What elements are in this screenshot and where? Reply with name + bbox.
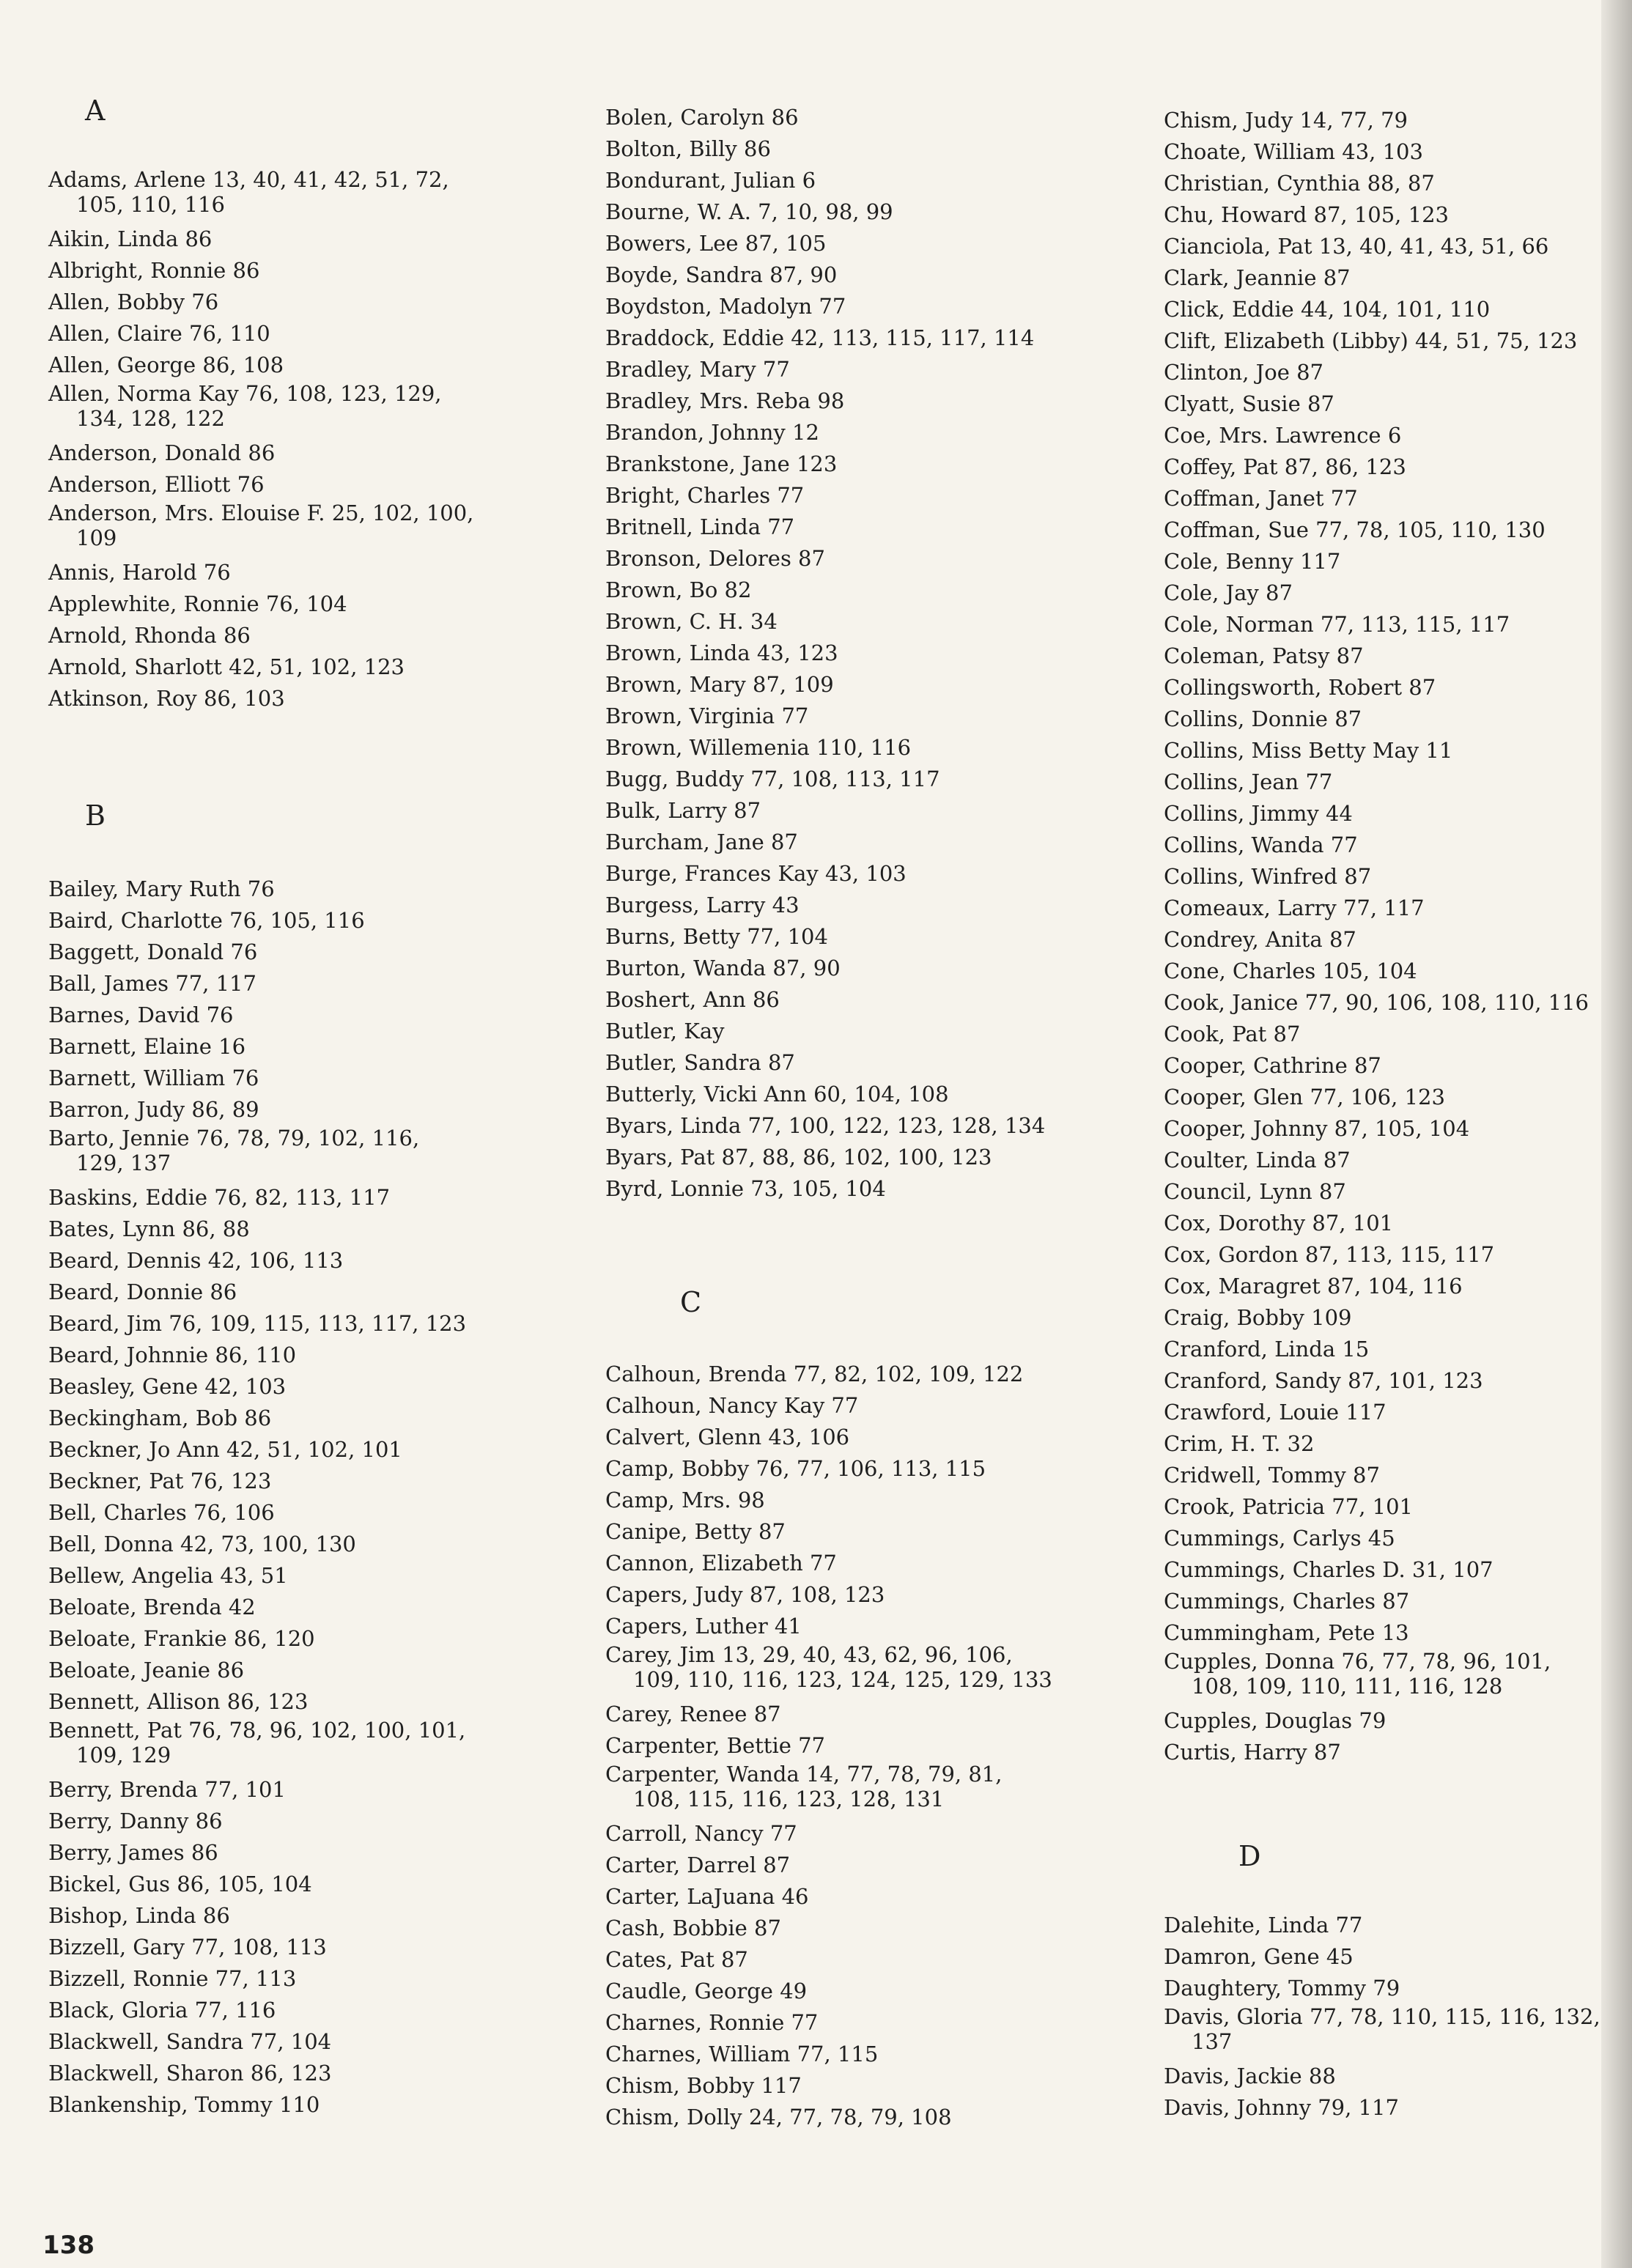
index-entry: Coffman, Janet 77 [1164, 486, 1358, 511]
index-entry: Crawford, Louie 117 [1164, 1400, 1387, 1425]
index-entry: Condrey, Anita 87 [1164, 927, 1356, 952]
index-entry: Cummings, Carlys 45 [1164, 1526, 1395, 1551]
index-entry: Byrd, Lonnie 73, 105, 104 [605, 1176, 886, 1201]
index-entry: Collins, Winfred 87 [1164, 864, 1372, 889]
index-entry: Bradley, Mary 77 [605, 357, 790, 382]
section-letter-b: B [85, 799, 106, 832]
index-entry: Calhoun, Brenda 77, 82, 102, 109, 122 [605, 1362, 1024, 1386]
index-entry: Davis, Johnny 79, 117 [1164, 2095, 1399, 2120]
index-entry: Coulter, Linda 87 [1164, 1148, 1351, 1172]
index-entry: Cook, Janice 77, 90, 106, 108, 110, 116 [1164, 990, 1589, 1015]
index-entry: Bizzell, Gary 77, 108, 113 [48, 1935, 327, 1959]
index-entry: Bolen, Carolyn 86 [605, 105, 799, 130]
index-entry: Carter, LaJuana 46 [605, 1884, 809, 1909]
index-entry: Bourne, W. A. 7, 10, 98, 99 [605, 199, 893, 224]
index-entry: Cupples, Douglas 79 [1164, 1708, 1387, 1733]
index-entry: Allen, George 86, 108 [48, 352, 284, 377]
index-entry: Chu, Howard 87, 105, 123 [1164, 202, 1449, 227]
index-entry: Brown, Linda 43, 123 [605, 640, 838, 665]
index-entry: Cannon, Elizabeth 77 [605, 1551, 837, 1576]
index-entry: Baggett, Donald 76 [48, 939, 258, 964]
index-entry: Cox, Dorothy 87, 101 [1164, 1211, 1394, 1235]
index-entry: Cox, Gordon 87, 113, 115, 117 [1164, 1242, 1495, 1267]
section-letter-a: A [85, 95, 106, 127]
index-entry: Christian, Cynthia 88, 87 [1164, 171, 1435, 196]
index-entry: Bell, Charles 76, 106 [48, 1500, 275, 1525]
index-entry: Camp, Bobby 76, 77, 106, 113, 115 [605, 1456, 986, 1481]
index-entry: Baskins, Eddie 76, 82, 113, 117 [48, 1185, 391, 1210]
index-entry: Blackwell, Sandra 77, 104 [48, 2029, 332, 2054]
index-entry: Burgess, Larry 43 [605, 893, 800, 917]
index-entry: Beasley, Gene 42, 103 [48, 1374, 287, 1399]
index-entry: Cummingham, Pete 13 [1164, 1620, 1409, 1645]
index-entry: Cranford, Sandy 87, 101, 123 [1164, 1368, 1483, 1393]
index-entry: Carroll, Nancy 77 [605, 1821, 797, 1846]
index-entry: Barto, Jennie 76, 78, 79, 102, 116, 129, 137 [48, 1126, 420, 1175]
index-entry: Berry, Danny 86 [48, 1809, 223, 1833]
index-entry: Cole, Benny 117 [1164, 549, 1341, 574]
index-entry: Bright, Charles 77 [605, 483, 805, 508]
index-entry: Cooper, Glen 77, 106, 123 [1164, 1085, 1445, 1109]
index-entry: Blankenship, Tommy 110 [48, 2092, 320, 2117]
index-entry: Bulk, Larry 87 [605, 798, 761, 823]
index-entry: Canipe, Betty 87 [605, 1519, 786, 1544]
index-entry: Cole, Jay 87 [1164, 580, 1293, 605]
index-entry: Cranford, Linda 15 [1164, 1337, 1370, 1362]
index-entry: Cox, Maragret 87, 104, 116 [1164, 1274, 1463, 1299]
index-entry: Council, Lynn 87 [1164, 1179, 1346, 1204]
index-entry: Coffman, Sue 77, 78, 105, 110, 130 [1164, 517, 1546, 542]
index-entry: Bellew, Angelia 43, 51 [48, 1563, 288, 1588]
index-entry: Cupples, Donna 76, 77, 78, 96, 101, 108, 109, 110, 111, 116, 128 [1164, 1649, 1551, 1699]
index-entry: Bizzell, Ronnie 77, 113 [48, 1966, 297, 1991]
index-entry: Camp, Mrs. 98 [605, 1488, 765, 1512]
index-entry: Davis, Jackie 88 [1164, 2064, 1336, 2088]
index-entry: Butler, Sandra 87 [605, 1050, 795, 1075]
index-entry: Cooper, Cathrine 87 [1164, 1053, 1381, 1078]
section-letter-d: D [1238, 1840, 1261, 1872]
index-entry: Bates, Lynn 86, 88 [48, 1216, 250, 1241]
index-entry: Burge, Frances Kay 43, 103 [605, 861, 907, 886]
index-entry: Beard, Dennis 42, 106, 113 [48, 1248, 344, 1273]
index-entry: Coffey, Pat 87, 86, 123 [1164, 454, 1406, 479]
index-entry: Burns, Betty 77, 104 [605, 924, 828, 949]
index-entry: Choate, William 43, 103 [1164, 139, 1423, 164]
index-entry: Byars, Pat 87, 88, 86, 102, 100, 123 [605, 1145, 992, 1170]
index-entry: Barnett, Elaine 16 [48, 1034, 246, 1059]
index-entry: Ball, James 77, 117 [48, 971, 256, 996]
index-entry: Capers, Luther 41 [605, 1614, 802, 1639]
index-entry: Anderson, Mrs. Elouise F. 25, 102, 100, 109 [48, 500, 474, 550]
index-entry: Aikin, Linda 86 [48, 226, 213, 251]
index-entry: Butler, Kay [605, 1019, 725, 1043]
index-entry: Beckingham, Bob 86 [48, 1406, 272, 1430]
index-entry: Bishop, Linda 86 [48, 1903, 230, 1928]
index-entry: Damron, Gene 45 [1164, 1944, 1354, 1969]
index-entry: Davis, Gloria 77, 78, 110, 115, 116, 132, 137 [1164, 2004, 1600, 2054]
index-entry: Berry, Brenda 77, 101 [48, 1777, 286, 1802]
index-entry: Beckner, Jo Ann 42, 51, 102, 101 [48, 1437, 402, 1462]
index-entry: Allen, Bobby 76 [48, 289, 219, 314]
index-entry: Boyde, Sandra 87, 90 [605, 262, 838, 287]
index-entry: Annis, Harold 76 [48, 560, 231, 585]
index-entry: Boshert, Ann 86 [605, 987, 780, 1012]
index-entry: Blackwell, Sharon 86, 123 [48, 2061, 332, 2086]
index-entry: Baird, Charlotte 76, 105, 116 [48, 908, 365, 933]
index-entry: Brandon, Johnny 12 [605, 420, 819, 445]
index-entry: Coe, Mrs. Lawrence 6 [1164, 423, 1402, 448]
index-entry: Carpenter, Wanda 14, 77, 78, 79, 81, 108, 115, 116, 123, 128, 131 [605, 1762, 1003, 1811]
index-entry: Brankstone, Jane 123 [605, 451, 838, 476]
index-entry: Cooper, Johnny 87, 105, 104 [1164, 1116, 1470, 1141]
index-entry: Collins, Miss Betty May 11 [1164, 738, 1453, 763]
index-entry: Bowers, Lee 87, 105 [605, 231, 827, 256]
index-entry: Applewhite, Ronnie 76, 104 [48, 591, 347, 616]
index-entry: Daughtery, Tommy 79 [1164, 1976, 1400, 2001]
index-entry: Brown, Mary 87, 109 [605, 672, 834, 697]
index-entry: Beard, Jim 76, 109, 115, 113, 117, 123 [48, 1311, 467, 1336]
index-entry: Bickel, Gus 86, 105, 104 [48, 1872, 312, 1896]
index-entry: Cianciola, Pat 13, 40, 41, 43, 51, 66 [1164, 234, 1549, 259]
index-entry: Bolton, Billy 86 [605, 136, 771, 161]
index-entry: Capers, Judy 87, 108, 123 [605, 1582, 885, 1607]
section-letter-c: C [680, 1286, 702, 1318]
index-entry: Coleman, Patsy 87 [1164, 643, 1364, 668]
index-entry: Crim, H. T. 32 [1164, 1431, 1315, 1456]
index-entry: Bugg, Buddy 77, 108, 113, 117 [605, 767, 940, 791]
index-entry: Beloate, Frankie 86, 120 [48, 1626, 315, 1651]
index-entry: Cummings, Charles D. 31, 107 [1164, 1557, 1493, 1582]
index-entry: Chism, Judy 14, 77, 79 [1164, 108, 1408, 133]
index-entry: Charnes, Ronnie 77 [605, 2010, 819, 2035]
index-entry: Brown, Bo 82 [605, 577, 752, 602]
index-entry: Cummings, Charles 87 [1164, 1589, 1410, 1614]
index-entry: Carpenter, Bettie 77 [605, 1733, 826, 1758]
index-entry: Allen, Norma Kay 76, 108, 123, 129, 134, 128, 122 [48, 381, 442, 431]
index-entry: Anderson, Elliott 76 [48, 472, 265, 497]
index-entry: Beloate, Brenda 42 [48, 1595, 256, 1619]
index-entry: Brown, Willemenia 110, 116 [605, 735, 912, 760]
index-entry: Arnold, Rhonda 86 [48, 623, 251, 648]
index-entry: Cole, Norman 77, 113, 115, 117 [1164, 612, 1510, 637]
index-entry: Cates, Pat 87 [605, 1947, 748, 1972]
index-entry: Atkinson, Roy 86, 103 [48, 686, 285, 711]
index-entry: Carey, Jim 13, 29, 40, 43, 62, 96, 106, 109, 110, 116, 123, 124, 125, 129, 133 [605, 1642, 1052, 1692]
index-entry: Comeaux, Larry 77, 117 [1164, 895, 1425, 920]
index-entry: Bennett, Pat 76, 78, 96, 102, 100, 101, 109, 129 [48, 1718, 466, 1768]
entries-c [605, 1359, 1133, 2133]
index-entry: Carey, Renee 87 [605, 1702, 781, 1726]
index-entry: Beard, Johnnie 86, 110 [48, 1342, 297, 1367]
entries-d [1164, 1910, 1611, 2124]
index-entry: Click, Eddie 44, 104, 101, 110 [1164, 297, 1491, 322]
index-entry: Caudle, George 49 [605, 1979, 808, 2003]
index-entry: Cone, Charles 105, 104 [1164, 958, 1417, 983]
entries-b [48, 873, 561, 2121]
index-entry: Cook, Pat 87 [1164, 1022, 1301, 1046]
index-entry: Adams, Arlene 13, 40, 41, 42, 51, 72, 105, 110, 116 [48, 167, 449, 217]
index-entry: Boydston, Madolyn 77 [605, 294, 846, 319]
index-entry: Charnes, William 77, 115 [605, 2042, 879, 2066]
entries-c-continued [1164, 105, 1611, 1768]
page-number: 138 [43, 2231, 95, 2260]
index-entry: Collingsworth, Robert 87 [1164, 675, 1436, 700]
index-entry: Calvert, Glenn 43, 106 [605, 1425, 850, 1449]
index-entry: Allen, Claire 76, 110 [48, 321, 270, 346]
index-entry: Burcham, Jane 87 [605, 830, 798, 854]
index-entry: Berry, James 86 [48, 1840, 218, 1865]
index-entry: Anderson, Donald 86 [48, 440, 276, 465]
index-entry: Bondurant, Julian 6 [605, 168, 816, 193]
index-entry: Barnett, William 76 [48, 1065, 259, 1090]
index-entry: Cash, Bobbie 87 [605, 1916, 781, 1940]
index-entry: Beard, Donnie 86 [48, 1279, 237, 1304]
index-entry: Braddock, Eddie 42, 113, 115, 117, 114 [605, 325, 1035, 350]
index-entry: Black, Gloria 77, 116 [48, 1998, 276, 2023]
index-entry: Clinton, Joe 87 [1164, 360, 1324, 385]
index-entry: Crook, Patricia 77, 101 [1164, 1494, 1413, 1519]
index-entry: Barnes, David 76 [48, 1002, 234, 1027]
index-entry: Britnell, Linda 77 [605, 514, 795, 539]
index-entry: Clift, Elizabeth (Libby) 44, 51, 75, 123 [1164, 328, 1578, 353]
entries-b-continued [605, 102, 1133, 1205]
index-entry: Burton, Wanda 87, 90 [605, 956, 841, 980]
index-entry: Albright, Ronnie 86 [48, 258, 260, 283]
index-entry: Butterly, Vicki Ann 60, 104, 108 [605, 1082, 949, 1107]
index-entry: Bennett, Allison 86, 123 [48, 1689, 309, 1714]
index-entry: Collins, Jean 77 [1164, 769, 1333, 794]
index-entry: Byars, Linda 77, 100, 122, 123, 128, 134 [605, 1113, 1046, 1138]
index-entry: Beloate, Jeanie 86 [48, 1658, 245, 1682]
entries-a [48, 167, 561, 714]
index-entry: Collins, Wanda 77 [1164, 832, 1358, 857]
index-entry: Bailey, Mary Ruth 76 [48, 876, 275, 901]
index-entry: Cridwell, Tommy 87 [1164, 1463, 1380, 1488]
index-entry: Collins, Donnie 87 [1164, 706, 1362, 731]
index-entry: Calhoun, Nancy Kay 77 [605, 1393, 859, 1418]
index-entry: Clyatt, Susie 87 [1164, 391, 1334, 416]
index-entry: Clark, Jeannie 87 [1164, 265, 1351, 290]
index-entry: Collins, Jimmy 44 [1164, 801, 1353, 826]
index-entry: Bradley, Mrs. Reba 98 [605, 388, 845, 413]
index-entry: Bell, Donna 42, 73, 100, 130 [48, 1532, 356, 1556]
index-entry: Curtis, Harry 87 [1164, 1740, 1341, 1765]
index-entry: Arnold, Sharlott 42, 51, 102, 123 [48, 654, 405, 679]
index-entry: Dalehite, Linda 77 [1164, 1913, 1363, 1938]
index-entry: Brown, Virginia 77 [605, 703, 809, 728]
index-entry: Barron, Judy 86, 89 [48, 1097, 259, 1122]
index-entry: Carter, Darrel 87 [605, 1853, 791, 1877]
index-entry: Craig, Bobby 109 [1164, 1305, 1352, 1330]
index-entry: Beckner, Pat 76, 123 [48, 1469, 272, 1493]
index-entry: Brown, C. H. 34 [605, 609, 778, 634]
index-entry: Bronson, Delores 87 [605, 546, 825, 571]
index-entry: Chism, Dolly 24, 77, 78, 79, 108 [605, 2105, 952, 2130]
index-entry: Chism, Bobby 117 [605, 2073, 802, 2098]
